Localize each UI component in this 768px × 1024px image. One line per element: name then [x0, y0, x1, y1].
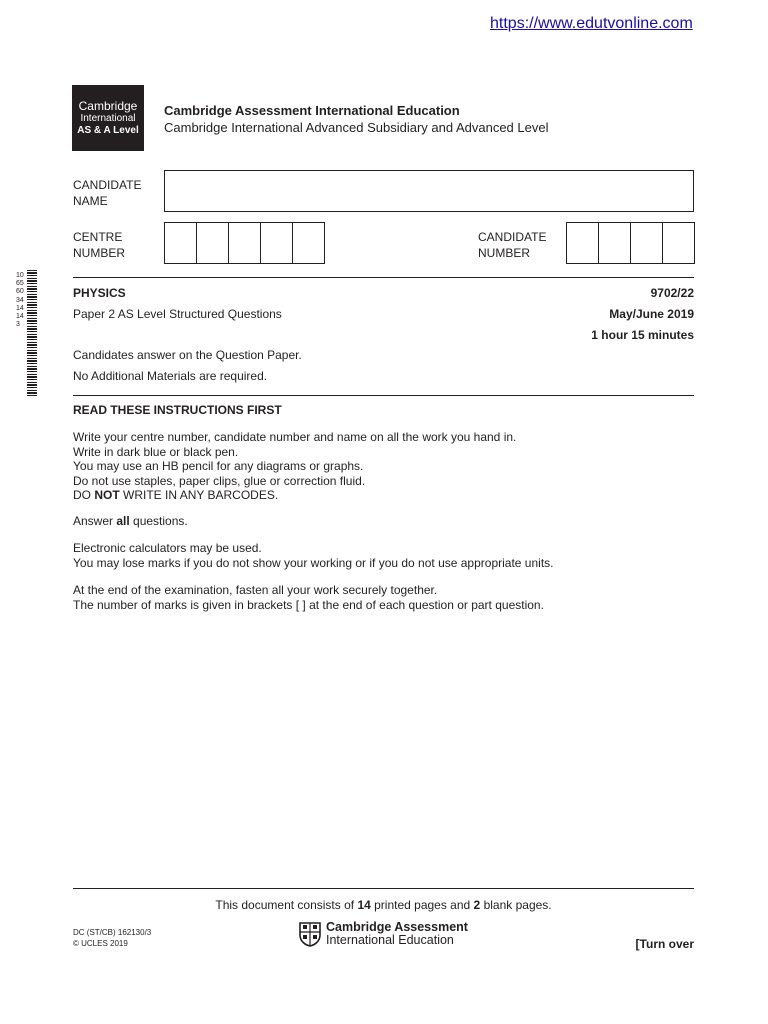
cambridge-logo — [72, 85, 144, 151]
instruction-line: You may use an HB pencil for any diagrams or graphs. — [73, 459, 364, 474]
answer-location: Candidates answer on the Question Paper. — [73, 348, 302, 362]
centre-number-cell[interactable] — [165, 223, 197, 263]
footer-brand — [298, 921, 468, 947]
reference-code: DC (ST/CB) 162130/3 — [73, 928, 152, 937]
paper-code: 9702/22 — [650, 286, 694, 300]
organisation-name: Cambridge Assessment International Education — [164, 103, 460, 118]
instructions-block-1 — [73, 430, 516, 503]
instruction-line: The number of marks is given in brackets [ ] at the end of each question or part question. — [73, 597, 544, 612]
footer-reference — [73, 927, 151, 949]
candidate-number-field[interactable] — [566, 222, 695, 264]
candidate-name-label: CANDIDATE NAME — [73, 178, 142, 208]
paper-title: Paper 2 AS Level Structured Questions — [73, 307, 282, 321]
shield-icon — [298, 921, 322, 947]
centre-number-cell[interactable] — [229, 223, 261, 263]
centre-number-field[interactable] — [164, 222, 325, 264]
candidate-number-cell[interactable] — [599, 223, 631, 263]
footer-divider — [73, 888, 694, 889]
instruction-line-barcodes: DO NOT WRITE IN ANY BARCODES. — [73, 488, 279, 503]
barcode-digits: 1065603414143 — [16, 272, 24, 329]
instruction-line: Write in dark blue or black pen. — [73, 444, 239, 459]
exam-duration: 1 hour 15 minutes — [591, 328, 694, 342]
instruction-line: Do not use staples, paper clips, glue or correction fluid. — [73, 473, 366, 488]
instructions-block-3 — [73, 541, 553, 570]
website-link[interactable]: https://www.edutvonline.com — [490, 15, 693, 32]
candidate-name-field[interactable] — [164, 170, 694, 212]
divider — [73, 395, 694, 396]
logo-line-1: Cambridge — [78, 98, 138, 113]
divider — [73, 277, 694, 278]
instructions-heading: READ THESE INSTRUCTIONS FIRST — [73, 403, 282, 417]
turn-over: [Turn over — [635, 937, 694, 951]
instruction-line: At the end of the examination, fasten all your work securely together. — [73, 583, 438, 597]
page-count-note: This document consists of 14 printed pages and 2 blank pages. — [215, 898, 552, 912]
logo-line-2: International — [80, 113, 136, 125]
instruction-line: Write your centre number, candidate number and name on all the work you hand in. — [73, 430, 517, 444]
instructions-block-4 — [73, 583, 544, 612]
instruction-answer-all: Answer all questions. — [73, 514, 188, 528]
barcode — [27, 270, 37, 398]
candidate-number-label: CANDIDATE NUMBER — [478, 230, 547, 260]
materials-note: No Additional Materials are required. — [73, 369, 268, 383]
instruction-line: Electronic calculators may be used. — [73, 541, 262, 555]
copyright: © UCLES 2019 — [73, 939, 128, 948]
centre-number-cell[interactable] — [197, 223, 229, 263]
centre-number-cell[interactable] — [293, 223, 324, 263]
qualification-name: Cambridge International Advanced Subsidiary and Advanced Level — [164, 120, 549, 135]
exam-session: May/June 2019 — [609, 307, 694, 321]
candidate-number-cell[interactable] — [567, 223, 599, 263]
subject: PHYSICS — [73, 286, 126, 300]
centre-number-label: CENTRE NUMBER — [73, 230, 126, 260]
candidate-number-cell[interactable] — [631, 223, 663, 263]
instruction-line: You may lose marks if you do not show your working or if you do not use appropriate units. — [73, 555, 554, 570]
brand-text: Cambridge Assessment International Education — [326, 920, 468, 947]
logo-line-3: AS & A Level — [77, 124, 139, 136]
candidate-number-cell[interactable] — [663, 223, 694, 263]
centre-number-cell[interactable] — [261, 223, 293, 263]
